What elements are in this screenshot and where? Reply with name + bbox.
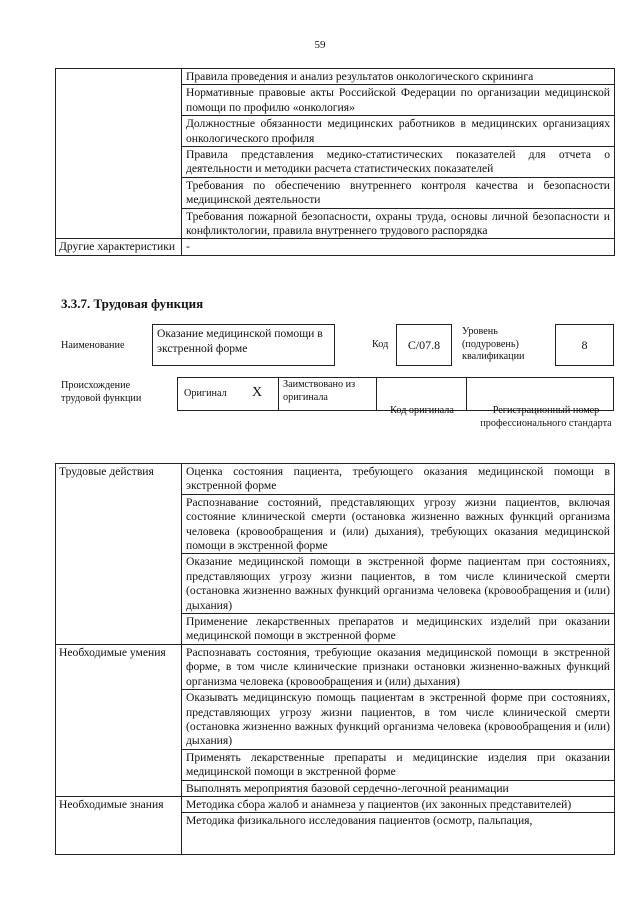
table-cell: Нормативные правовые акты Российской Федерации по организации медицинской помощи по профилю «онкология» — [182, 85, 615, 116]
section-heading: 3.3.7. Трудовая функция — [61, 296, 204, 311]
row-label-actions: Трудовые действия — [56, 464, 182, 645]
table-cell: - — [182, 239, 615, 255]
borrowed-label: Заимствовано из оригинала — [283, 379, 356, 403]
code-box: С/07.8 — [396, 324, 452, 366]
table-row — [56, 644, 615, 689]
level-label: Уровень (подуровень) квалификации — [462, 326, 525, 362]
row-label-other: Другие характеристики — [56, 239, 182, 255]
code-original-caption: Код оригинала — [390, 405, 454, 416]
table-cell: Применять лекарственные препараты и медицинские изделия при оказании медицинской помощи в экстренной форме — [182, 749, 615, 780]
table-cell: Выполнять мероприятия базовой сердечно-легочной реанимации — [182, 780, 615, 796]
table-cell: Методика физикального исследования пациентов (осмотр, пальпация, — [182, 813, 615, 855]
labor-function-table — [55, 463, 615, 855]
table-cell: Оказание медицинской помощи в экстренной форме пациентам при состояниях, представляющих угрозу жизни пациентов, в том числе клинической смерти (остановка жизненно важных функций организма человека (кровообращения и (или) дыхания) — [182, 554, 615, 614]
table-cell: Распознавать состояния, требующие оказания медицинской помощи в экстренной форме, в том числе клинические признаки остановки жизненно-важных функций организма человека (кровообращения и (или) дыхания) — [182, 644, 615, 689]
table-cell: Требования пожарной безопасности, охраны труда, основы личной безопасности и конфликтологии, правила внутреннего трудового распорядка — [182, 208, 615, 239]
code-label: Код — [372, 339, 389, 350]
table-cell: Методика сбора жалоб и анамнеза у пациентов (их законных представителей) — [182, 796, 615, 812]
original-mark: X — [252, 385, 263, 400]
table-cell: Правила проведения и анализ результатов онкологического скрининга — [182, 69, 615, 85]
table-cell: Оценка состояния пациента, требующего оказания медицинской помощи в экстренной форме — [182, 464, 615, 495]
table-cell: Оказывать медицинскую помощь пациентам в экстренной форме при состояниях, представляющих угрозу жизни пациентов, в том числе клинической смерти (остановка жизненно важных функций организма человека (кровообращения и (или) дыхания) — [182, 690, 615, 750]
table-cell: Правила представления медико-статистических показателей для отчета о деятельности и методики расчета статистических показателей — [182, 147, 615, 178]
table-row — [56, 464, 615, 495]
table-cell: Должностные обязанности медицинских работников в медицинских организациях онкологического профиля — [182, 116, 615, 147]
function-name-box: Оказание медицинской помощи в экстренной форме — [152, 324, 335, 366]
row-label-skills: Необходимые умения — [56, 644, 182, 796]
reg-number-caption: Регистрационный номер профессионального стандарта — [480, 405, 612, 429]
origin-label: Происхождение трудовой функции — [61, 380, 142, 404]
table-cell: Применение лекарственных препаратов и медицинских изделий при оказании медицинской помощи в экстренной форме — [182, 614, 615, 645]
level-box: 8 — [555, 324, 614, 366]
table-row — [56, 796, 615, 812]
page-number: 59 — [314, 39, 326, 51]
row-label-knowledge: Необходимые знания — [56, 796, 182, 854]
table-cell: Распознавание состояний, представляющих угрозу жизни пациентов, включая состояние клинической смерти (остановка жизненно важных функций организма человека (кровообращения и (или) дыхания), требующих оказания медицинской помощи в экстренной форме — [182, 494, 615, 554]
original-label: Оригинал — [184, 388, 227, 399]
name-label: Наименование — [61, 340, 125, 351]
table-cell: Требования по обеспечению внутреннего контроля качества и безопасности медицинской деятельности — [182, 177, 615, 208]
